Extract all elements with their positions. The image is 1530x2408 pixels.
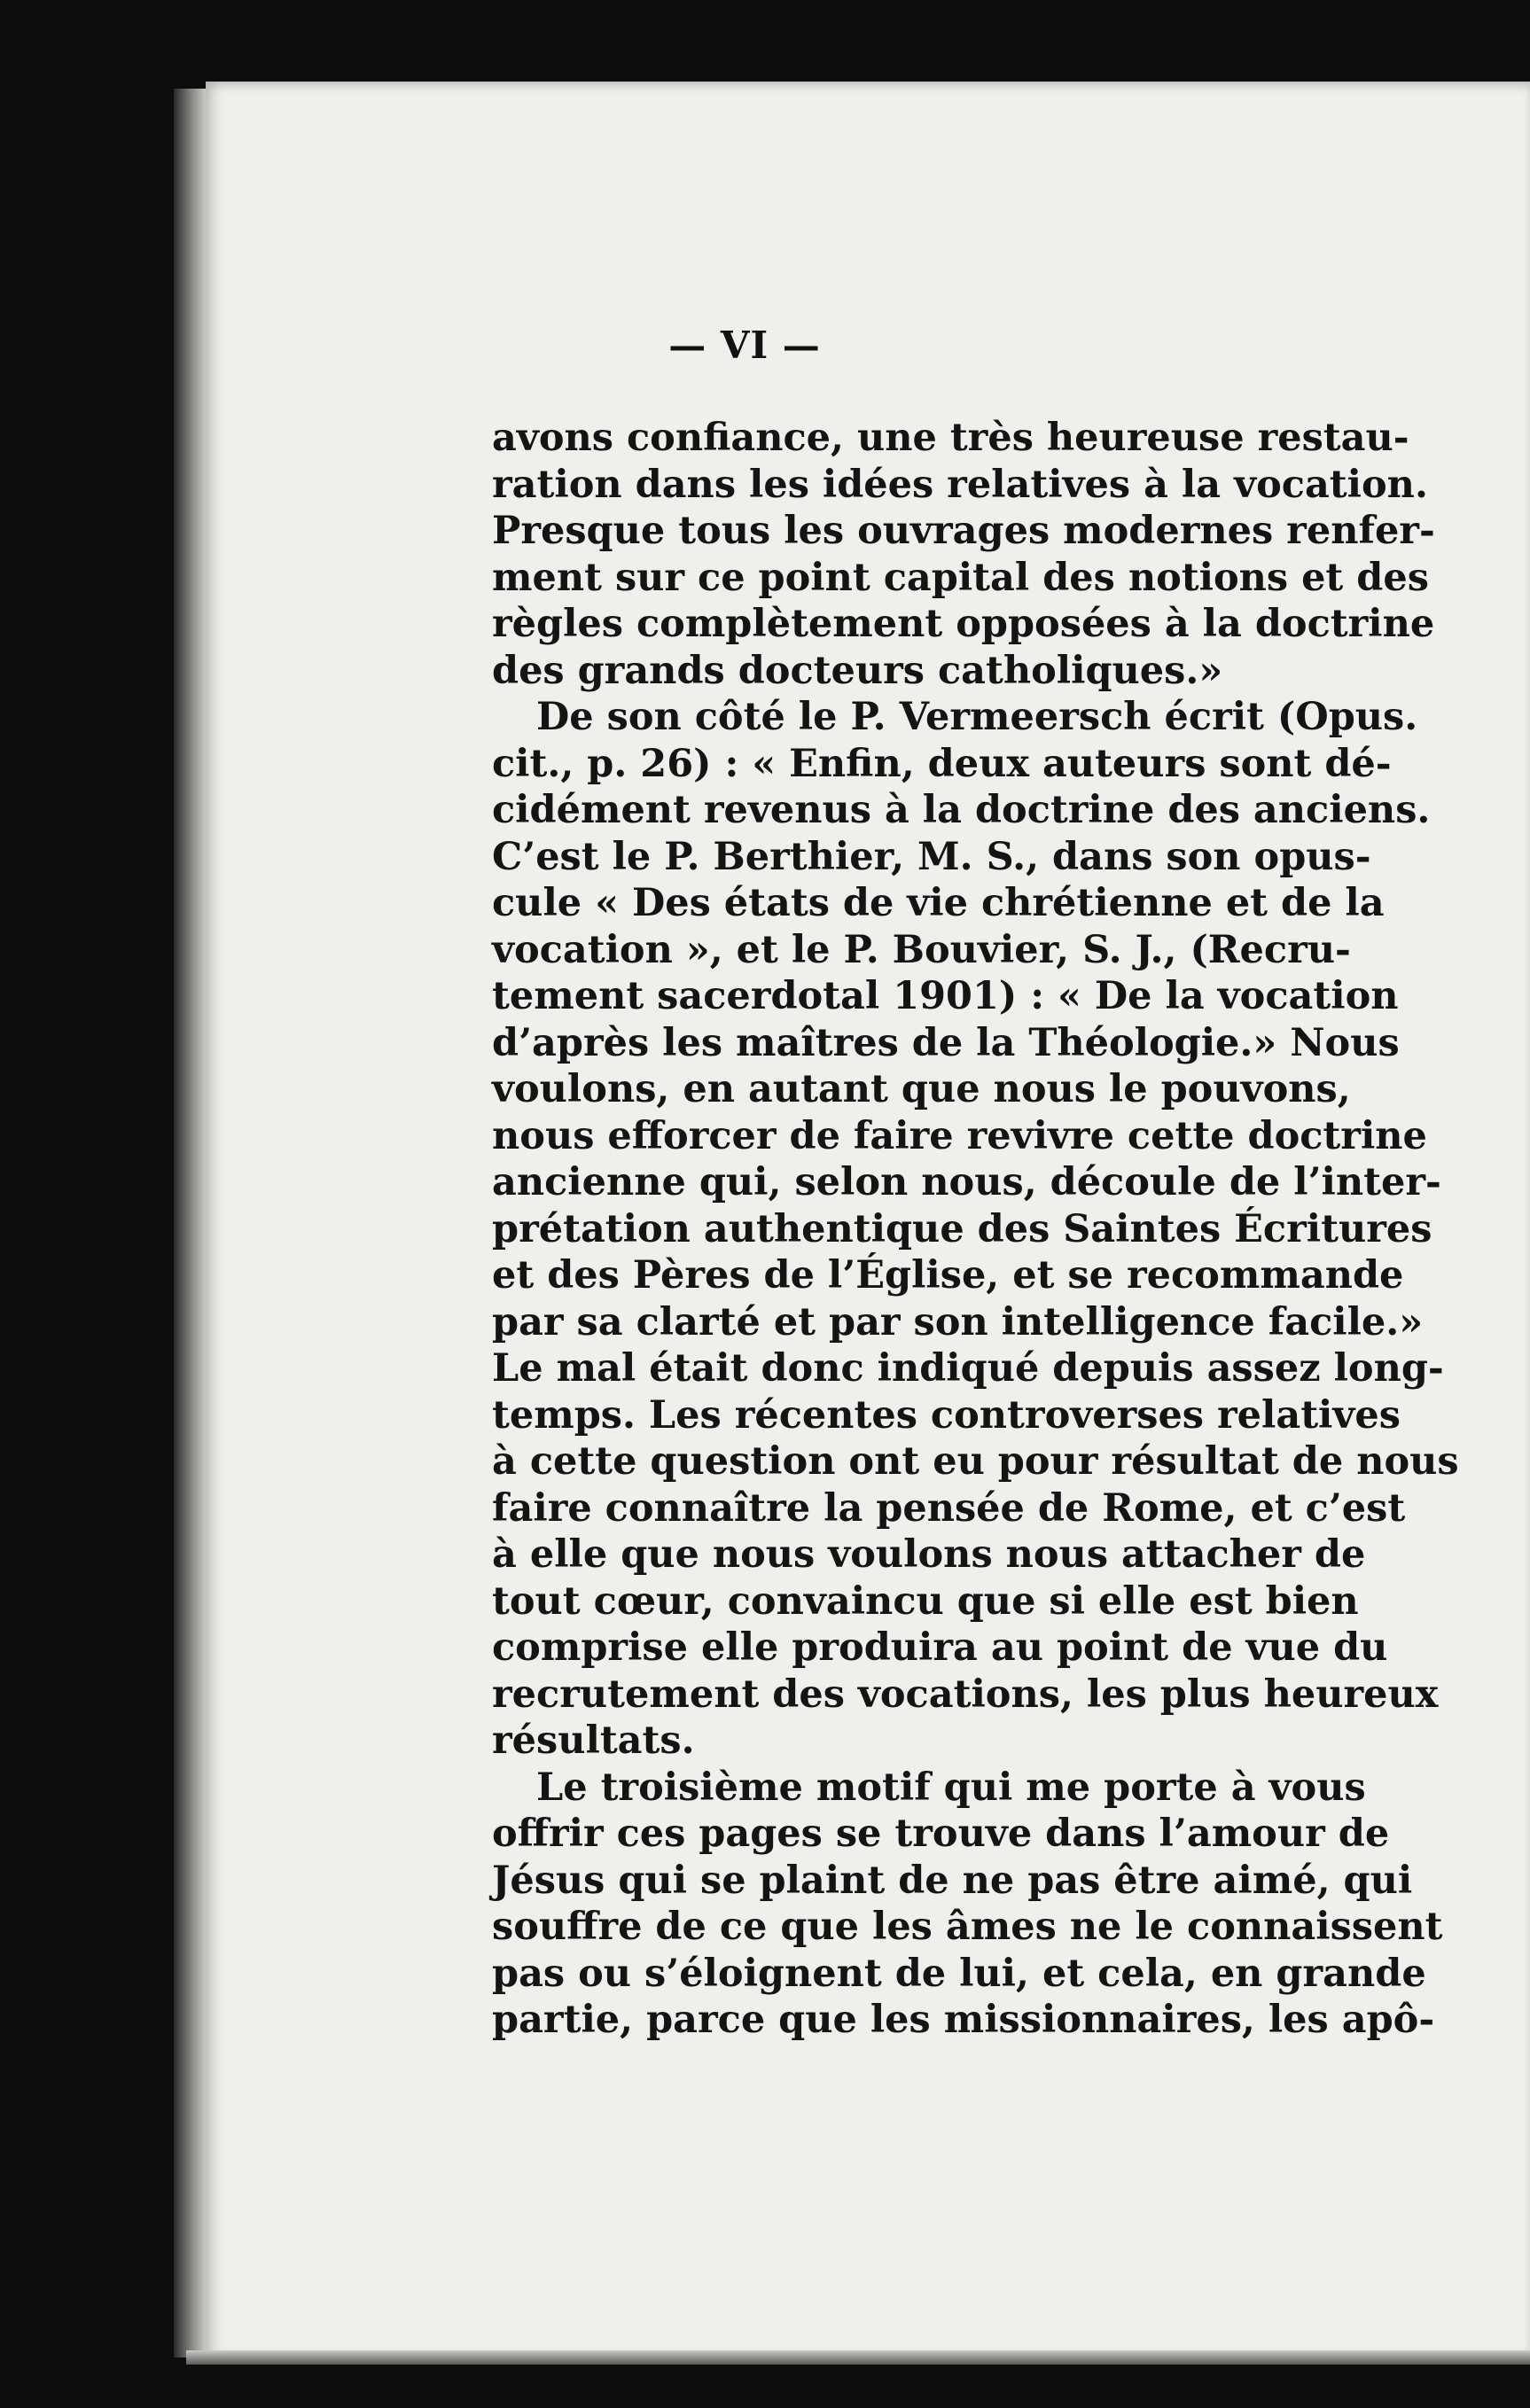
body-text bbox=[492, 415, 1459, 2044]
text-line: faire connaître la pensée de Rome, et c’est bbox=[492, 1485, 1406, 1531]
text-line: pas ou s’éloignent de lui, et cela, en grande bbox=[492, 1951, 1426, 1996]
text-line: ration dans les idées relatives à la vocation. bbox=[492, 462, 1428, 507]
text-line: tement sacerdotal 1901) : « De la vocation bbox=[492, 974, 1399, 1018]
text-line: et des Pères de l’Église, et se recommande bbox=[492, 1253, 1404, 1298]
text-line: cule « Des états de vie chrétienne et de la bbox=[492, 881, 1385, 925]
text-line: à elle que nous voulons nous attacher de bbox=[492, 1532, 1366, 1577]
text-line: avons confiance, une très heureuse restau- bbox=[492, 416, 1409, 460]
text-line: des grands docteurs catholiques.» bbox=[492, 648, 1223, 693]
text-line: règles complètement opposées à la doctrine bbox=[492, 602, 1435, 646]
page-number: — VI — bbox=[668, 323, 821, 367]
text-line: résultats. bbox=[492, 1718, 695, 1763]
text-line: Presque tous les ouvrages modernes renfer- bbox=[492, 509, 1435, 553]
text-line: prétation authentique des Saintes Écritures bbox=[492, 1206, 1432, 1251]
page-bottom-edge bbox=[186, 2350, 1530, 2365]
text-line: tout cœur, convaincu que si elle est bien bbox=[492, 1578, 1359, 1624]
text-line: recrutement des vocations, les plus heureux bbox=[492, 1672, 1439, 1717]
text-line: souffre de ce que les âmes ne le connaissent bbox=[492, 1905, 1443, 1949]
text-line: à cette question ont eu pour résultat de nous bbox=[492, 1439, 1459, 1484]
text-line: temps. Les récentes controverses relatives bbox=[492, 1392, 1401, 1438]
text-line: vocation », et le P. Bouvier, S. J., (Recru- bbox=[492, 927, 1351, 972]
text-line: Le troisième motif qui me porte à vous bbox=[536, 1765, 1366, 1810]
text-line: comprise elle produira au point de vue du bbox=[492, 1625, 1388, 1670]
page-left-edge bbox=[174, 89, 209, 2357]
text-line: C’est le P. Berthier, M. S., dans son opus- bbox=[492, 834, 1371, 879]
text-line: ancienne qui, selon nous, découle de l’inter- bbox=[492, 1160, 1441, 1204]
text-line: Jésus qui se plaint de ne pas être aimé, qui bbox=[492, 1858, 1413, 1903]
text-line: voulons, en autant que nous le pouvons, bbox=[492, 1067, 1351, 1111]
text-line: par sa clarté et par son intelligence facile.» bbox=[492, 1299, 1424, 1344]
text-line: nous efforcer de faire revivre cette doctrine bbox=[492, 1113, 1427, 1158]
text-line: offrir ces pages se trouve dans l’amour de bbox=[492, 1812, 1390, 1856]
text-line: d’après les maîtres de la Théologie.» Nous bbox=[492, 1020, 1400, 1065]
text-line: partie, parce que les missionnaires, les apô- bbox=[492, 1998, 1435, 2042]
text-line: Le mal était donc indiqué depuis assez long- bbox=[492, 1346, 1444, 1391]
text-line: cit., p. 26) : « Enfin, deux auteurs sont dé- bbox=[492, 741, 1392, 786]
text-line: cidément revenus à la doctrine des anciens. bbox=[492, 788, 1431, 832]
text-line: De son côté le P. Vermeersch écrit (Opus. bbox=[536, 695, 1418, 739]
text-line: ment sur ce point capital des notions et des bbox=[492, 555, 1429, 600]
